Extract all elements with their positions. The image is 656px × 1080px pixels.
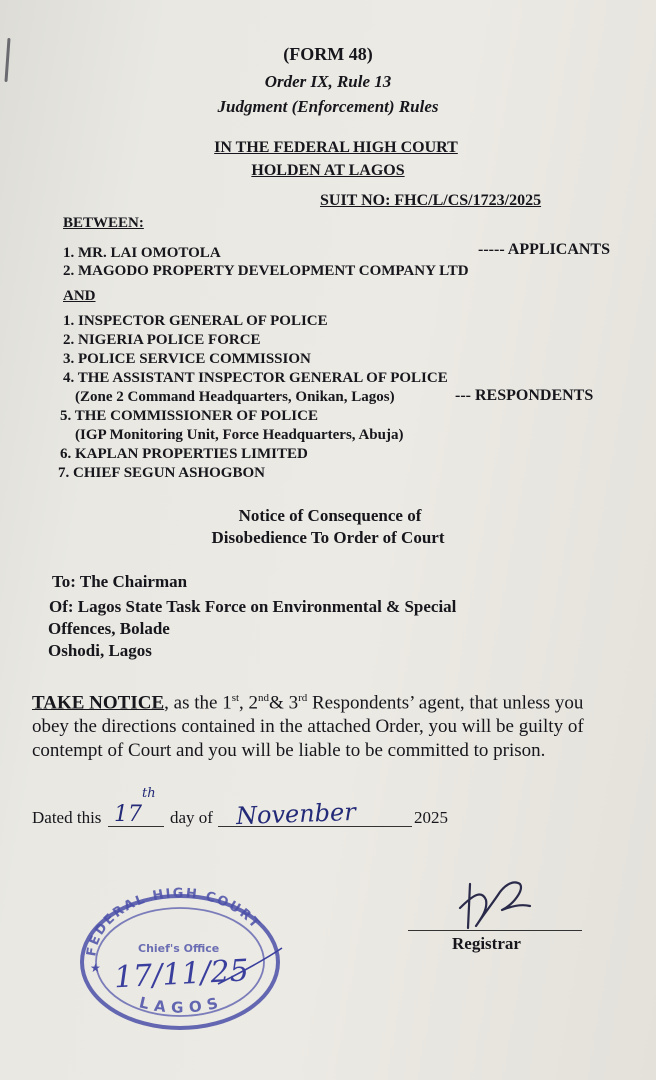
respondent-4: 4. THE ASSISTANT INSPECTOR GENERAL OF POLICE [63, 370, 448, 386]
registrar-line [408, 930, 582, 931]
court-stamp [68, 882, 288, 1032]
addressee-line-4: Oshodi, Lagos [48, 641, 152, 660]
stamp-star-icon: ★ [90, 961, 101, 975]
applicant-2: 2. MAGODO PROPERTY DEVELOPMENT COMPANY LTD [63, 263, 469, 279]
respondent-5: 5. THE COMMISSIONER OF POLICE [60, 408, 318, 424]
addressee-line-3: Offences, Bolade [48, 619, 170, 638]
stamp-handwritten-date: 17/11/25 [113, 953, 250, 996]
respondent-5-detail: (IGP Monitoring Unit, Force Headquarters, Abuja) [75, 427, 404, 443]
respondents-label: --- RESPONDENTS [455, 387, 594, 404]
form-order: Order IX, Rule 13 [264, 72, 392, 91]
respondent-3: 3. POLICE SERVICE COMMISSION [63, 351, 311, 367]
and-label: AND [63, 288, 96, 304]
addressee-to: To: The Chairman [52, 572, 188, 591]
dated-year: 2025 [414, 808, 448, 827]
applicants-label: ----- APPLICANTS [478, 241, 610, 258]
respondent-1: 1. INSPECTOR GENERAL OF POLICE [63, 313, 328, 329]
registrar-signature [440, 870, 540, 936]
form-number: (FORM 48) [283, 44, 373, 64]
dated-prefix: Dated this [32, 808, 102, 827]
court-line-2: HOLDEN AT LAGOS [251, 162, 405, 179]
respondent-6: 6. KAPLAN PROPERTIES LIMITED [60, 446, 308, 462]
respondent-4-detail: (Zone 2 Command Headquarters, Onikan, Lagos) [75, 389, 395, 405]
stamp-middle-text: Chief's Office [138, 942, 220, 955]
notice-title-line-1: Notice of Consequence of [238, 506, 422, 525]
registrar-label: Registrar [452, 934, 521, 953]
handwritten-day: 17 [114, 802, 142, 827]
respondent-2: 2. NIGERIA POLICE FORCE [63, 332, 261, 348]
handwritten-month: Novenber [235, 797, 357, 831]
between-label: BETWEEN: [63, 215, 144, 231]
stamp-bottom-text: LAGOS [137, 992, 226, 1017]
applicant-1: 1. MR. LAI OMOTOLA [63, 245, 221, 261]
svg-text:LAGOS [137, 992, 225, 1016]
suit-number: SUIT NO: FHC/L/CS/1723/2025 [320, 192, 542, 209]
handwritten-day-suffix: th [142, 786, 156, 801]
court-line-1: IN THE FEDERAL HIGH COURT [214, 139, 458, 156]
form-rules: Judgment (Enforcement) Rules [217, 97, 439, 116]
take-notice-paragraph: TAKE NOTICE, as the 1st, 2nd& 3rd Respondents’ agent, that unless you obey the directions contained in the attached Order, you will be guilty of contempt of Court and you will be liable to be committed to prison. [32, 692, 584, 762]
take-notice-label: TAKE NOTICE [32, 692, 165, 714]
dated-middle: day of [170, 808, 213, 827]
respondent-7: 7. CHIEF SEGUN ASHOGBON [58, 465, 265, 481]
stamp-top-text: FEDERAL HIGH COURT [84, 886, 264, 958]
notice-title-line-2: Disobedience To Order of Court [211, 528, 445, 547]
addressee-of: Of: Lagos State Task Force on Environmental & Special [49, 597, 457, 616]
